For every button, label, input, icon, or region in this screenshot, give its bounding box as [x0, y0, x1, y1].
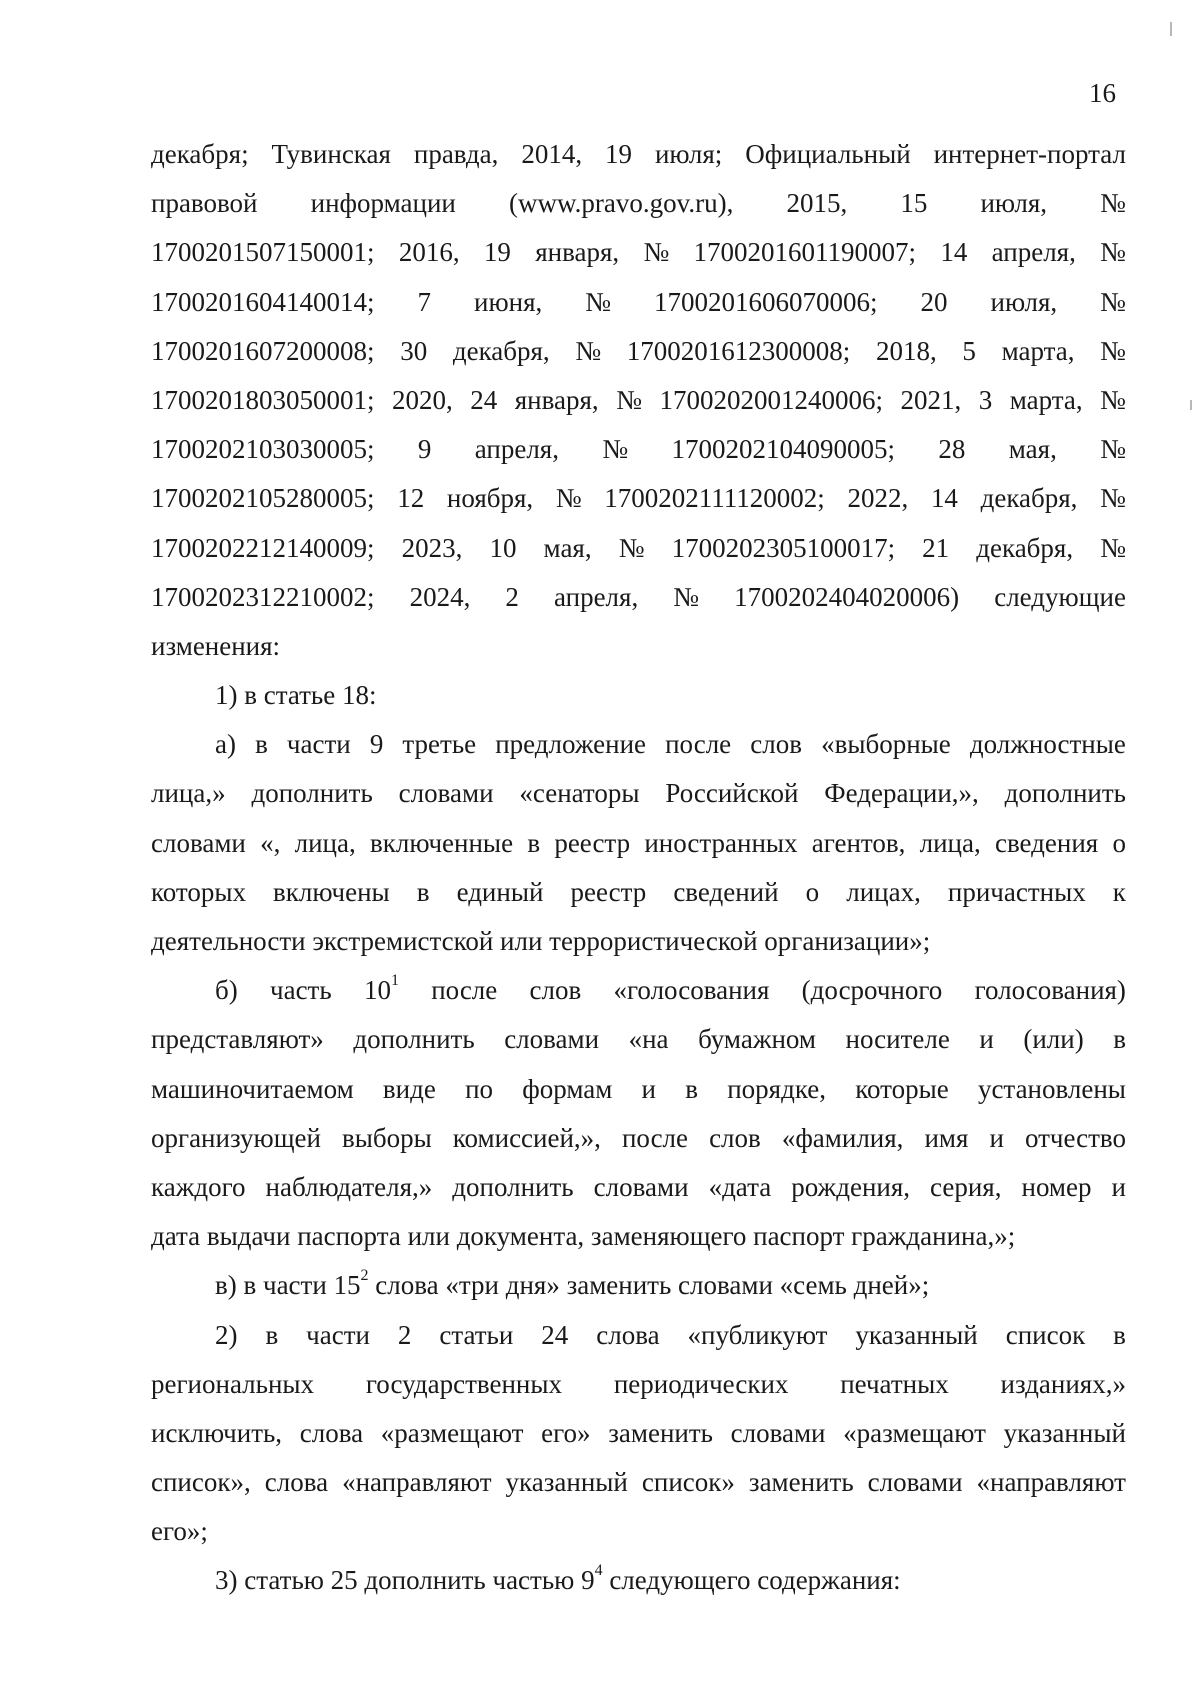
text-line — [151, 228, 1126, 277]
word: 1700201604140014; — [151, 286, 375, 317]
word: Тувинская — [271, 139, 391, 169]
word: № — [1100, 532, 1126, 563]
word: следующие — [994, 581, 1126, 612]
word: слова — [299, 1417, 364, 1448]
word: января, — [535, 237, 620, 268]
word: дополнить — [452, 1171, 574, 1202]
word: должностные — [969, 729, 1126, 760]
word: лицах, — [846, 876, 921, 907]
word: формам — [522, 1073, 613, 1104]
word: 1700201507150001; — [151, 237, 375, 268]
word: № — [618, 532, 645, 563]
word: печатных — [840, 1368, 949, 1399]
word: виде — [382, 1073, 436, 1104]
word: «голосования — [613, 975, 770, 1006]
word: и — [979, 1024, 994, 1055]
word: часть — [270, 975, 332, 1006]
word: 15 — [900, 188, 928, 219]
word: слова — [596, 1319, 660, 1350]
word: заменить — [748, 1467, 854, 1498]
word: агентов, — [811, 827, 906, 858]
word: дополнить — [353, 1024, 475, 1055]
word: части — [286, 729, 351, 760]
text-line — [151, 376, 1126, 425]
word: периодических — [613, 1368, 789, 1399]
word: «дата — [708, 1171, 772, 1202]
word: 3 — [978, 384, 993, 415]
word: третье — [402, 729, 477, 760]
text-line — [151, 425, 1126, 474]
word: № — [1100, 384, 1126, 415]
word: лица,» — [151, 778, 226, 809]
text-line — [151, 524, 1126, 573]
word: и — [1111, 1171, 1126, 1202]
word: наблюдателя,» — [265, 1171, 433, 1202]
text-line — [151, 327, 1126, 376]
word: в — [255, 729, 268, 760]
word: № — [1100, 286, 1126, 317]
word: которые — [855, 1073, 949, 1104]
word: июля; — [654, 139, 723, 169]
text-line — [151, 1114, 1126, 1163]
word: 1700201601190007; — [693, 237, 917, 268]
word: организующей — [151, 1122, 321, 1153]
text-line — [151, 1163, 1126, 1212]
word: 1700202312210002; — [151, 581, 375, 612]
word: 1700202001240006; — [659, 384, 883, 415]
text-line — [151, 1015, 1126, 1064]
text-line: деятельности экстремистской или террористической организации»; — [151, 926, 931, 956]
word: информации — [310, 188, 456, 219]
text-line — [151, 1458, 1126, 1507]
word: июля, — [990, 286, 1058, 317]
word: 2020, — [392, 384, 453, 415]
word: 1700202105280005; — [151, 483, 375, 514]
word: выборы — [341, 1122, 432, 1153]
word: «фамилия, — [781, 1122, 904, 1153]
word: и — [989, 1122, 1004, 1153]
word: список», — [151, 1467, 251, 1498]
text-line — [151, 1360, 1126, 1409]
word: 1700202103030005; — [151, 434, 375, 465]
word: словами — [398, 778, 494, 809]
text-line: его»; — [151, 1516, 208, 1547]
word: 1700201612300008; — [626, 335, 851, 366]
word: включенные — [369, 827, 514, 858]
word: «на — [628, 1024, 669, 1055]
text-line — [151, 966, 1126, 1015]
word: указанный — [505, 1467, 628, 1498]
word: декабря; — [151, 139, 249, 169]
word: представляют» — [151, 1024, 324, 1055]
word: и — [641, 1073, 656, 1104]
word: комиссией,», — [452, 1122, 601, 1153]
text-line — [151, 474, 1126, 523]
word: 1700202111120002; — [604, 483, 825, 514]
word: слов — [529, 975, 582, 1006]
word: декабря, — [980, 483, 1078, 514]
word: 7 — [417, 286, 432, 317]
word: б) — [215, 975, 238, 1006]
word: 2016, — [398, 237, 460, 268]
word: а) — [215, 729, 236, 760]
word: слова — [264, 1467, 329, 1498]
word: изданиях,» — [1000, 1368, 1126, 1399]
word: к — [1112, 876, 1126, 907]
word: машиночитаемом — [151, 1073, 354, 1104]
word: государственных — [365, 1368, 562, 1399]
word: отчество — [1024, 1122, 1126, 1153]
word: 2022, — [847, 483, 909, 514]
word: причастных — [947, 876, 1086, 907]
word: 24 — [541, 1319, 569, 1350]
word: голосования) — [974, 975, 1126, 1006]
word: декабря, — [452, 335, 550, 366]
word: по — [465, 1073, 494, 1104]
word: серия, — [930, 1171, 1002, 1202]
word: единый — [456, 876, 544, 907]
word: имя — [924, 1122, 969, 1153]
word: 1700201607200008; — [151, 335, 375, 366]
text-line — [151, 278, 1126, 327]
word: «направляют — [342, 1467, 492, 1498]
word: Российской — [665, 778, 799, 809]
word: (досрочного — [801, 975, 943, 1006]
word: слов — [750, 729, 802, 760]
word: словами — [151, 827, 246, 858]
text-line — [151, 130, 1126, 179]
word: установлены — [977, 1073, 1126, 1104]
text-line — [151, 769, 1126, 818]
text-line: дата выдачи паспорта или документа, заменяющего паспорт гражданина,»; — [151, 1221, 1016, 1252]
word: № — [1100, 483, 1126, 514]
word: включены — [273, 876, 390, 907]
word: в — [685, 1073, 698, 1104]
word: исключить, — [151, 1417, 283, 1448]
word: статьи — [439, 1319, 514, 1350]
word: 2) — [215, 1319, 238, 1350]
word: слов — [709, 1122, 761, 1153]
word: лица, — [919, 827, 981, 858]
word: мая, — [1008, 434, 1057, 465]
word: о — [1112, 827, 1126, 858]
word: № — [673, 581, 700, 612]
text-line — [151, 1065, 1126, 1114]
word: указанный — [855, 1319, 978, 1350]
word: указанный — [1003, 1417, 1126, 1448]
word: апреля, — [554, 581, 639, 612]
word: сведений — [673, 876, 779, 907]
text-line — [151, 1409, 1126, 1458]
word: № — [1100, 335, 1126, 366]
word: «выборные — [821, 729, 951, 760]
word: «размещают — [380, 1417, 524, 1448]
word: части — [306, 1319, 370, 1350]
word: 10 — [489, 532, 517, 563]
word: 24 — [470, 384, 498, 415]
word: марта, — [1009, 384, 1083, 415]
word: мая, — [543, 532, 592, 563]
word: ноября, — [446, 483, 534, 514]
text-line — [151, 179, 1126, 228]
word: 5 — [962, 335, 976, 366]
word: его» — [541, 1417, 591, 1448]
word: иностранных — [644, 827, 798, 858]
word: 2015, — [786, 188, 848, 219]
word: (www.pravo.gov.ru), — [508, 188, 734, 219]
word: в — [1113, 1024, 1126, 1055]
word: № — [1100, 434, 1126, 465]
word: которых — [151, 876, 246, 907]
word: июня, — [474, 286, 543, 317]
word: № — [1100, 237, 1126, 268]
text-line: 1) в статье 18: — [215, 680, 377, 711]
word: после — [621, 1122, 689, 1153]
word: список» — [641, 1467, 735, 1498]
word: лица, — [294, 827, 356, 858]
word: 14 — [940, 237, 968, 268]
word: региональных — [151, 1368, 315, 1399]
word: 2 — [397, 1319, 412, 1350]
text-line: 3) статью 25 дополнить частью $9^4$ следующего содержания: — [215, 1562, 901, 1596]
word: декабря, — [976, 532, 1074, 563]
word: 2014, — [521, 139, 583, 169]
word: в — [265, 1319, 279, 1350]
word: правовой — [151, 188, 258, 219]
word: словами — [730, 1417, 826, 1448]
word: после — [431, 975, 498, 1006]
word: дополнить — [251, 778, 373, 809]
word: марта, — [1001, 335, 1075, 366]
word: 28 — [938, 434, 966, 465]
word: носителе — [845, 1024, 950, 1055]
word: «, — [260, 827, 281, 858]
word: каждого — [151, 1171, 246, 1202]
word: номер — [1021, 1171, 1092, 1202]
word: 21 — [922, 532, 950, 563]
word: № — [555, 483, 582, 514]
word: (или) — [1023, 1024, 1084, 1055]
word: «публикуют — [687, 1319, 828, 1350]
word: 1700201803050001; — [151, 384, 375, 415]
word: о — [805, 876, 820, 907]
word: 1700201606070006; — [654, 286, 878, 317]
word: после — [665, 729, 732, 760]
document-body — [151, 130, 1126, 1606]
word: 2024, — [409, 581, 471, 612]
word: 14 — [930, 483, 958, 514]
word: июля, — [980, 188, 1048, 219]
word: интернет-портал — [933, 139, 1126, 169]
word: 20 — [920, 286, 948, 317]
word: Федерации,», — [824, 778, 979, 809]
word: рождения, — [791, 1171, 911, 1202]
word: № — [1100, 188, 1126, 219]
text-line: изменения: — [151, 630, 281, 661]
word: 2021, — [900, 384, 962, 415]
word: 1700202404020006) — [734, 581, 960, 612]
word: 9 — [417, 434, 432, 465]
word: № — [643, 237, 670, 268]
word: в — [527, 827, 541, 858]
word: № — [616, 384, 642, 415]
word: 1700202104090005; — [671, 434, 896, 465]
word: $10^1$ — [363, 972, 399, 1006]
page-number: 16 — [1089, 78, 1116, 108]
text-line — [151, 868, 1126, 917]
word: словами — [867, 1467, 963, 1498]
word: реестр — [554, 827, 631, 858]
scan-artifact — [1190, 400, 1192, 410]
word: заменить — [608, 1417, 713, 1448]
word: в — [416, 876, 430, 907]
word: 2018, — [875, 335, 937, 366]
word: 9 — [369, 729, 384, 760]
word: января, — [514, 384, 599, 415]
word: 19 — [483, 237, 511, 268]
word: 12 — [397, 483, 425, 514]
word: правда, — [413, 139, 499, 169]
text-line — [151, 720, 1126, 769]
word: в — [1113, 1319, 1126, 1350]
word: № — [585, 286, 612, 317]
word: 30 — [400, 335, 428, 366]
text-line — [151, 573, 1126, 622]
scan-artifact — [1170, 22, 1172, 36]
word: словами — [593, 1171, 689, 1202]
word: «направляют — [976, 1467, 1126, 1498]
word: реестр — [570, 876, 647, 907]
word: № — [602, 434, 629, 465]
word: сведения — [994, 827, 1099, 858]
word: «сенаторы — [519, 778, 640, 809]
word: словами — [504, 1024, 600, 1055]
text-line — [151, 819, 1126, 868]
word: «размещают — [843, 1417, 986, 1448]
word: апреля, — [991, 237, 1076, 268]
word: бумажном — [698, 1024, 816, 1055]
word: 19 — [605, 139, 633, 169]
word: № — [575, 335, 602, 366]
word: предложение — [495, 729, 646, 760]
word: 2 — [505, 581, 519, 612]
word: список — [1005, 1319, 1086, 1350]
word: 1700202305100017; — [671, 532, 896, 563]
word: дополнить — [1004, 778, 1126, 809]
text-line — [151, 1311, 1126, 1360]
word: апреля, — [474, 434, 559, 465]
text-line: в) в части $15^2$ слова «три дня» заменить словами «семь дней»; — [215, 1267, 930, 1301]
word: 2023, — [401, 532, 463, 563]
word: Официальный — [745, 139, 911, 169]
word: 1700202212140009; — [151, 532, 375, 563]
word: порядке, — [727, 1073, 827, 1104]
